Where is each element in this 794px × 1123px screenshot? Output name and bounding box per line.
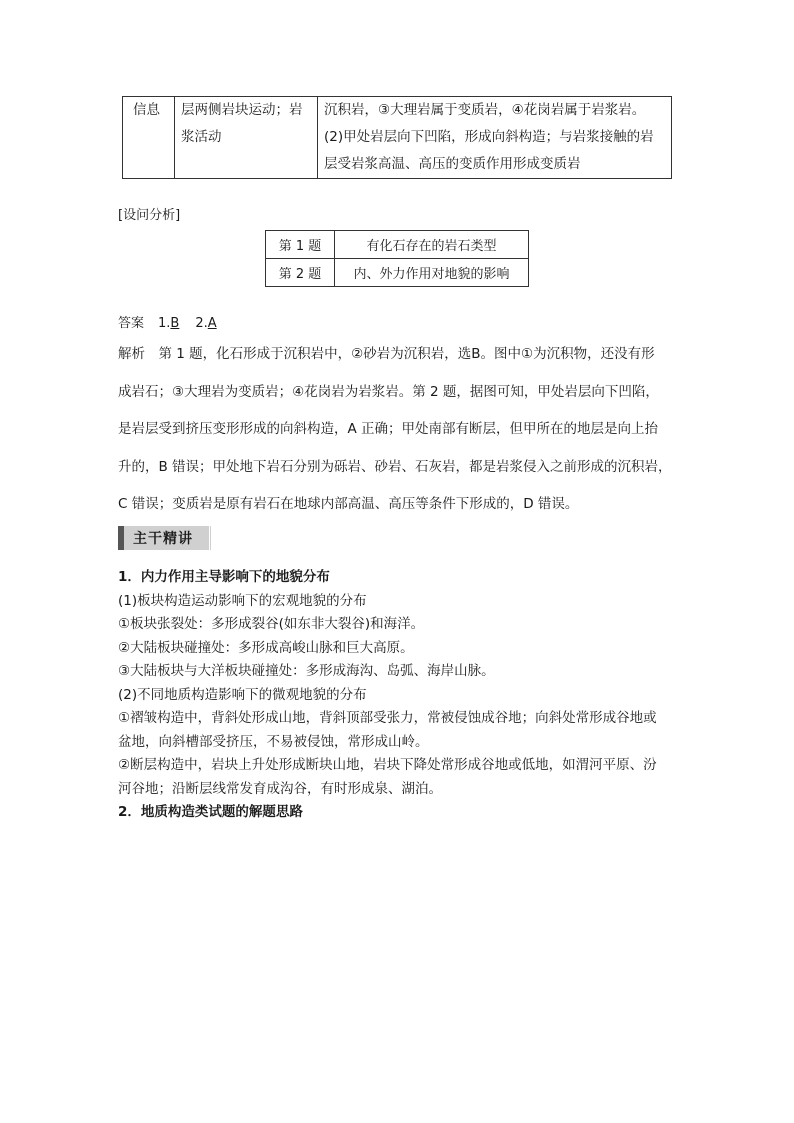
section-banner: 主干精讲 [118, 526, 208, 550]
analysis-line: 是岩层受到挤压变形形成的向斜构造，A 正确；甲处南部有断层，但甲所在的地层是向上抬 [118, 421, 659, 437]
main-content [118, 566, 688, 825]
topic-table-question: 第 1 题 [266, 231, 335, 259]
body-line: 河谷地；沿断层线常发育成沟谷，有时形成泉、湖泊。 [118, 780, 442, 797]
body-line: ①板块张裂处：多形成裂谷(如东非大裂谷)和海洋。 [118, 616, 425, 632]
answer-label: 答案 [118, 316, 145, 331]
question-analysis-label: [设问分析] [118, 208, 181, 223]
info-table [122, 96, 672, 179]
body-line: ③大陆板块与大洋板块碰撞处：多形成海沟、岛弧、海岸山脉。 [118, 663, 495, 679]
info-middle-line: 层两侧岩块运动；岩 [181, 102, 303, 118]
info-right-line-text: 沉积岩，③大理岩属于变质岩，④花岗岩属于岩浆岩。 [324, 102, 646, 118]
analysis-line: C 错误；变质岩是原有岩石在地球内部高温、高压等条件下形成的，D 错误。 [118, 496, 579, 512]
topic-table-question: 第 2 题 [266, 259, 335, 287]
topic-table-topic: 有化石存在的岩石类型 [335, 231, 528, 259]
info-table-right-cell [318, 97, 671, 178]
answer-2-value: A [207, 316, 217, 331]
info-right-line: 层受岩浆高温、高压的变质作用形成变质岩 [324, 156, 581, 172]
answer-2-prefix: 2. [195, 316, 208, 331]
body-line: ②大陆板块碰撞处：多形成高峻山脉和巨大高原。 [118, 639, 414, 656]
info-right-line [324, 97, 671, 124]
topic-table-topic: 内、外力作用对地貌的影响 [353, 266, 510, 282]
info-label: 信息 [133, 102, 160, 118]
answer-1-value: B [170, 316, 180, 331]
subheading: (2)不同地质构造影响下的微观地貌的分布 [118, 686, 367, 703]
answer-line [118, 312, 217, 331]
analysis-line: 解析 第 1 题，化石形成于沉积岩中，②砂岩为沉积岩，选B。图中①为沉积物，还没有形 [118, 346, 655, 362]
info-middle-line: 浆活动 [181, 129, 222, 145]
info-right-line: (2)甲处岩层向下凹陷，形成向斜构造；与岩浆接触的岩 [324, 129, 654, 145]
analysis-line: 升的，B 错误；甲处地下岩石分别为砾岩、砂岩、石灰岩，都是岩浆侵入之前形成的沉积岩， [118, 458, 672, 475]
topic-table [265, 230, 529, 287]
subheading: (1)板块构造运动影响下的宏观地貌的分布 [118, 592, 367, 609]
analysis-paragraph [118, 336, 684, 524]
body-line: ②断层构造中，岩块上升处形成断块山地，岩块下降处常形成谷地或低地，如渭河平原、汾 [118, 757, 657, 773]
answer-1-prefix: 1. [158, 316, 171, 331]
info-table-middle-cell [175, 97, 318, 178]
analysis-line: 成岩石；③大理岩为变质岩；④花岗岩为岩浆岩。第 2 题，据图可知，甲处岩层向下凹陷， [118, 383, 659, 400]
body-line: 盆地，向斜槽部受挤压，不易被侵蚀，常形成山岭。 [118, 733, 429, 750]
heading-1: 1．内力作用主导影响下的地貌分布 [118, 569, 330, 585]
info-table-label-cell [123, 97, 175, 178]
heading-2: 2．地质构造类试题的解题思路 [118, 804, 303, 820]
body-line: ①褶皱构造中，背斜处形成山地，背斜顶部受张力，常被侵蚀成谷地；向斜处常形成谷地或 [118, 710, 657, 726]
